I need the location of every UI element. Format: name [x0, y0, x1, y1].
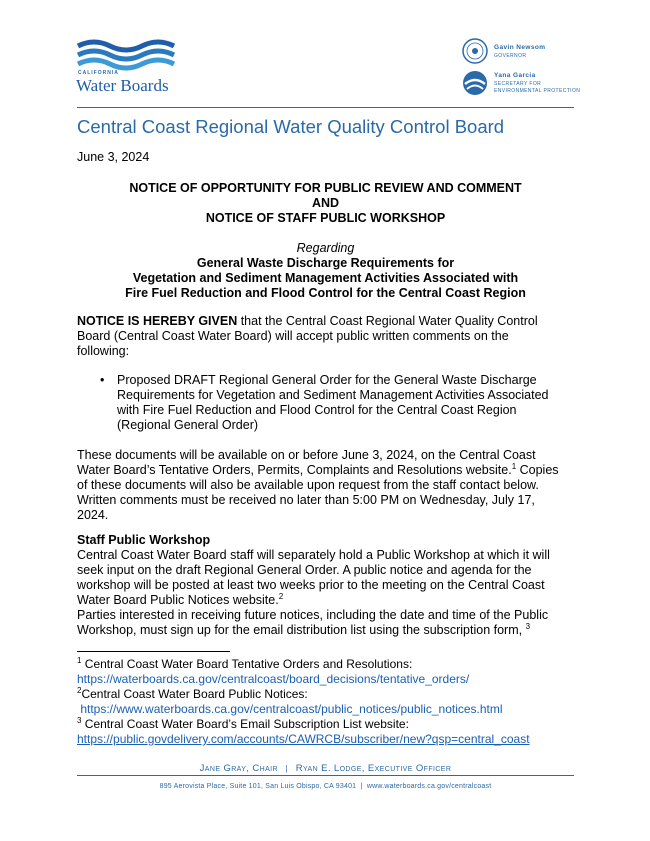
footnote-1-link[interactable]: https://waterboards.ca.gov/centralcoast/board_decisions/tentative_orders/: [77, 672, 470, 686]
regarding-label: Regarding: [296, 241, 355, 255]
para1-line-1: that the Central Coast Regional Water Quality Control: [237, 314, 538, 328]
footnotes: [77, 657, 597, 747]
secretary-name: Yana Garcia: [494, 72, 536, 79]
workshop-line-2: seek input on the draft Regional General Order. A public notice and agenda for the: [77, 563, 532, 577]
regarding-line-2: Vegetation and Sediment Management Activities Associated with: [132, 271, 519, 285]
para2-line-2-end: Copies: [516, 463, 559, 477]
bullet-marker: •: [100, 373, 105, 387]
footnote-ref-3[interactable]: 3: [525, 621, 531, 631]
bullet-line-2: Requirements for Vegetation and Sediment Management Activities Associated: [117, 388, 549, 402]
notice-given-bold: NOTICE IS HEREBY GIVEN: [77, 314, 238, 328]
logo-california-text: CALIFORNIA: [78, 70, 119, 76]
water-boards-logo: [76, 38, 180, 100]
secretary-title-1: SECRETARY FOR: [494, 81, 542, 87]
footnote-ref-1[interactable]: 1: [511, 461, 517, 471]
notice-title: [77, 181, 574, 226]
footer-chair: Jane Gray, Chair: [199, 763, 278, 774]
governor-name: Gavin Newsom: [494, 44, 546, 51]
para2-line-2: Water Board’s Tentative Orders, Permits, Complaints and Resolutions website.: [77, 463, 512, 477]
bullet-line-1: Proposed DRAFT Regional General Order for the General Waste Discharge: [117, 373, 537, 387]
footnote-3-link[interactable]: https://public.govdelivery.com/accounts/CAWRCB/subscriber/new?qsp=central_coast: [77, 732, 530, 746]
footer-separator: |: [285, 764, 289, 773]
board-title: Central Coast Regional Water Quality Control Board: [77, 116, 505, 137]
footnote-2-link[interactable]: https://www.waterboards.ca.gov/centralcoast/public_notices/public_notices.html: [77, 702, 503, 716]
subscription-paragraph: [77, 608, 574, 638]
regarding-block: [77, 241, 574, 301]
footnote-1-marker: 1: [77, 656, 82, 665]
footer-officials: [77, 763, 574, 774]
footnote-ref-2[interactable]: 2: [278, 591, 284, 601]
workshop-paragraph: [77, 548, 574, 608]
header-divider: [77, 107, 574, 108]
notice-title-line-2: AND: [311, 196, 340, 210]
para2-line-5: 2024.: [77, 508, 109, 522]
workshop-line-3: workshop will be posted at least two weeks prior to the meeting on the Central Coast: [77, 578, 545, 592]
footnote-2-text: Central Coast Water Board Public Notices:: [81, 687, 308, 701]
logo-water-boards-text: Water Boards: [76, 76, 169, 95]
footer-executive-officer: Ryan E. Lodge, Executive Officer: [295, 763, 452, 774]
governor-title: GOVERNOR: [494, 53, 527, 59]
regarding-line-3: Fire Fuel Reduction and Flood Control for the Central Coast Region: [125, 286, 526, 300]
para1-line-2: Board (Central Coast Water Board) will accept public written comments on the: [77, 329, 509, 343]
footer-address: 895 Aerovista Place, Suite 101, San Luis Obispo, CA 93401 | www.waterboards.ca.gov/centralcoast: [159, 783, 492, 790]
footnote-1-text: Central Coast Water Board Tentative Orders and Resolutions:: [81, 657, 413, 671]
para1-line-3: following:: [77, 344, 130, 358]
notice-title-line-1: NOTICE OF OPPORTUNITY FOR PUBLIC REVIEW AND COMMENT: [129, 181, 522, 195]
footer-divider: [77, 775, 574, 776]
workshop-heading: Staff Public Workshop: [77, 533, 211, 547]
footnote-3-marker: 3: [77, 716, 82, 725]
regarding-line-1: General Waste Discharge Requirements for: [196, 256, 455, 270]
workshop-line-5: Parties interested in receiving future notices, including the date and time of the Public: [77, 608, 549, 622]
secretary-title-2: ENVIRONMENTAL PROTECTION: [494, 88, 581, 94]
calepa-logo-icon: [462, 70, 488, 96]
notice-date: June 3, 2024: [77, 150, 150, 164]
notice-title-line-3: NOTICE OF STAFF PUBLIC WORKSHOP: [205, 211, 446, 225]
workshop-line-4: Water Board Public Notices website.: [77, 593, 279, 607]
state-seal-icon: [462, 38, 488, 64]
para2-line-1: These documents will be available on or before June 3, 2024, on the Central Coast: [77, 448, 536, 462]
para2-line-4: Written comments must be received no later than 5:00 PM on Wednesday, July 17,: [77, 493, 535, 507]
footnote-divider: [77, 651, 230, 652]
footnote-2-marker: 2: [77, 686, 82, 695]
workshop-line-1: Central Coast Water Board staff will separately hold a Public Workshop at which it will: [77, 548, 550, 562]
workshop-line-6: Workshop, must sign up for the email distribution list using the subscription form,: [77, 623, 523, 637]
bullet-line-4: (Regional General Order): [117, 418, 259, 432]
notice-paragraph: [77, 314, 574, 359]
footnote-3-text: Central Coast Water Board’s Email Subscription List website:: [81, 717, 409, 731]
para2-line-3: of these documents will also be available upon request from the staff contact below.: [77, 478, 539, 492]
availability-paragraph: [77, 448, 574, 523]
water-waves-icon: [76, 38, 180, 72]
bullet-line-3: with Fire Fuel Reduction and Flood Control for the Central Coast Region: [117, 403, 517, 417]
